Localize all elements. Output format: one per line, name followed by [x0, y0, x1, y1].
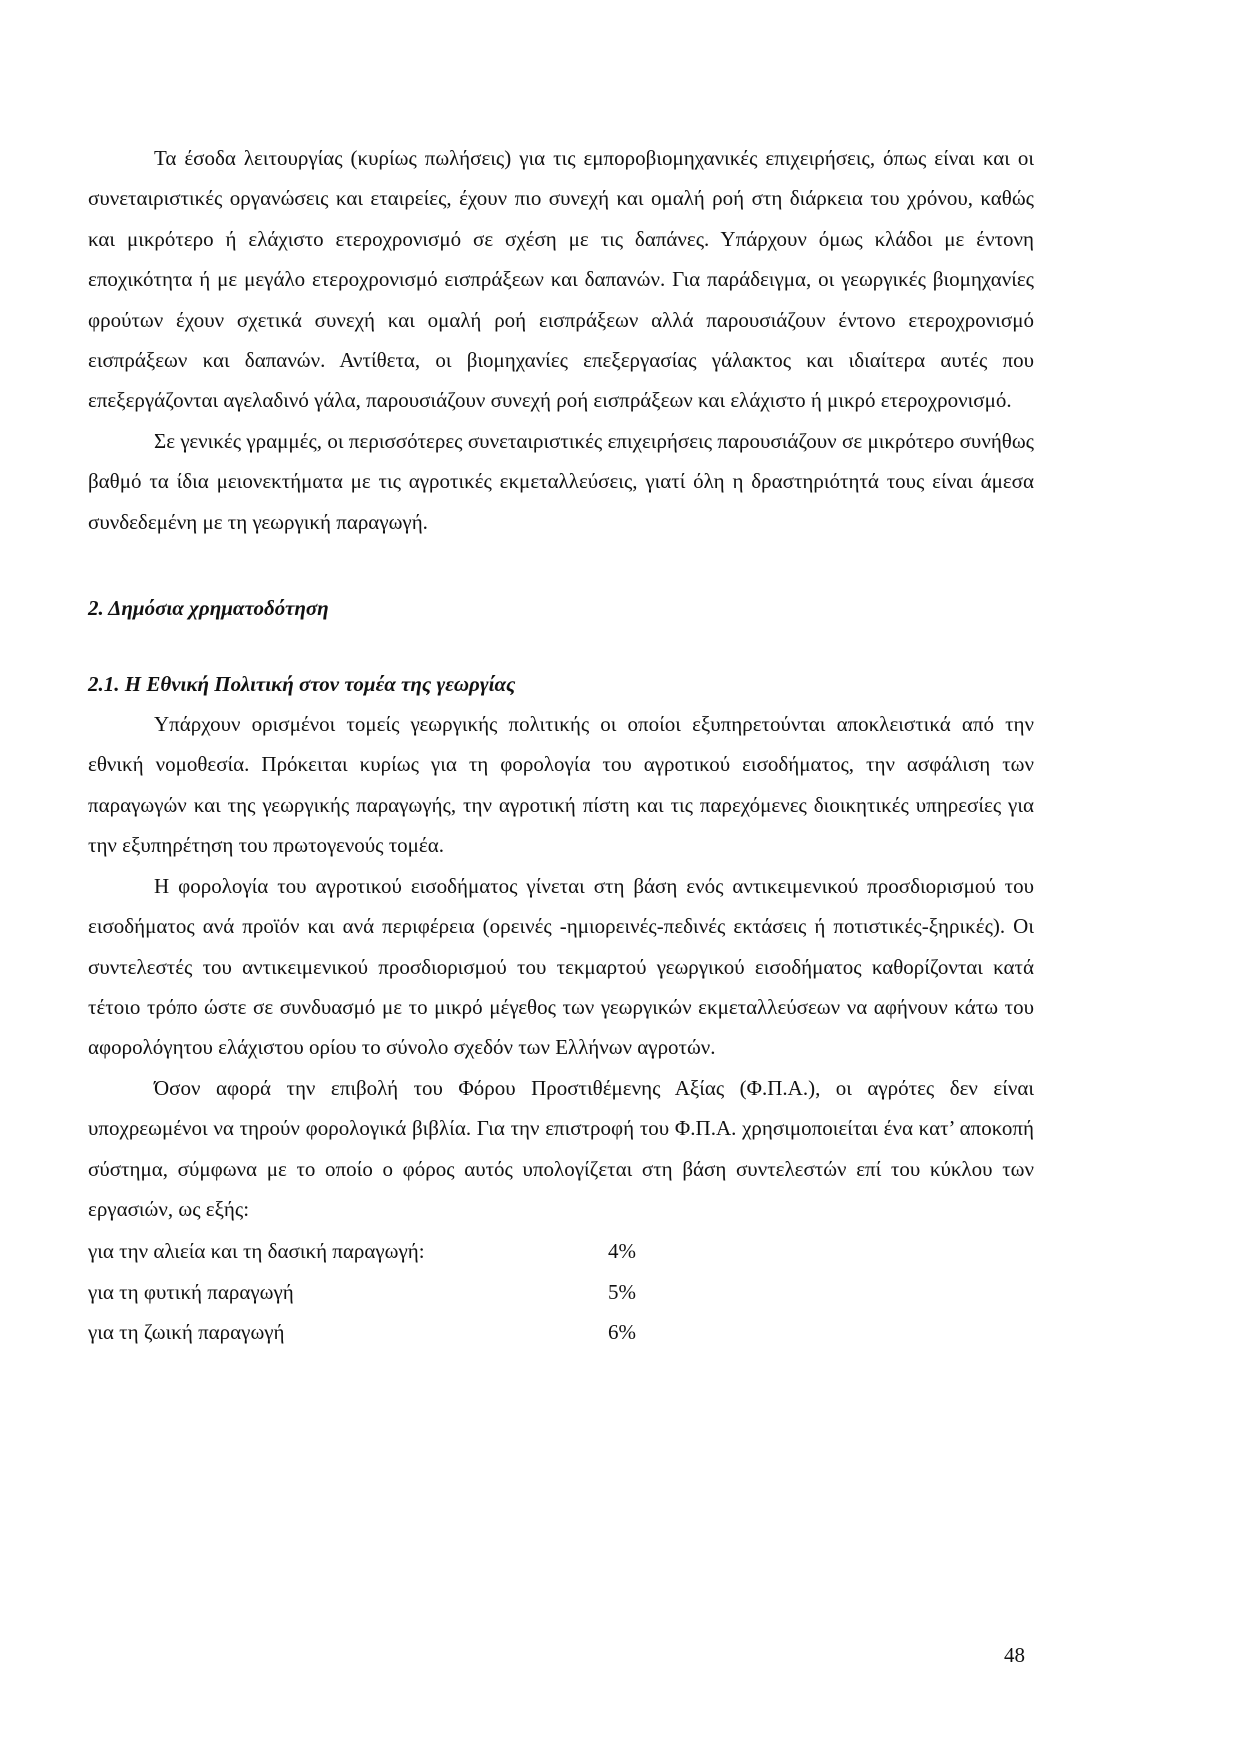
rate-row: [88, 1272, 1034, 1312]
rate-value: 4%: [608, 1239, 636, 1264]
rate-label: για τη φυτική παραγωγή: [88, 1279, 294, 1304]
paragraph-vat: Όσον αφορά την επιβολή του Φόρου Προστιθέμενης Αξίας (Φ.Π.Α.), οι αγρότες δεν είναι υποχρεωμένοι να τηρούν φορολογικά βιβλία. Για την επιστροφή του Φ.Π.Α. χρησιμοποιείται ένα κατ’ αποκοπή σύστημα, σύμφωνα με το οποίο ο φόρος αυτός υπολογίζεται στη βάση συντελεστών επί του κύκλου των εργασιών, ως εξής:: [88, 1075, 1034, 1221]
rate-label: για την αλιεία και τη δασική παραγωγή:: [88, 1239, 425, 1264]
rate-value: 6%: [608, 1320, 636, 1345]
document-page: [88, 138, 1034, 1353]
paragraph-operating-revenue: Τα έσοδα λειτουργίας (κυρίως πωλήσεις) για τις εμποροβιομηχανικές επιχειρήσεις, όπως είναι και οι συνεταιριστικές οργανώσεις και εταιρείες, έχουν πιο συνεχή και ομαλή ροή στη διάρκεια του χρόνου, καθώς και μικρότερο ή ελάχιστο ετεροχρονισμό σε σχέση με τις δαπάνες. Υπάρχουν όμως κλάδοι με έντονη εποχικότητα ή με μεγάλο ετεροχρονισμό εισπράξεων και δαπανών. Για παράδειγμα, οι γεωργικές βιομηχανίες φρούτων έχουν σχετικά συνεχή και ομαλή ροή εισπράξεων αλλά παρουσιάζουν έντονο ετεροχρονισμό εισπράξεων και δαπανών. Αντίθετα, οι βιομηχανίες επεξεργασίας γάλακτος και ιδιαίτερα αυτές που επεξεργάζονται αγελαδινό γάλα, παρουσιάζουν συνεχή ροή εισπράξεων και ελάχιστο ή μικρό ετεροχρονισμό.: [88, 146, 1034, 413]
paragraph-income-taxation: Η φορολογία του αγροτικού εισοδήματος γίνεται στη βάση ενός αντικειμενικού προσδιορισμού του εισοδήματος ανά προϊόν και ανά περιφέρεια (ορεινές -ημιορεινές-πεδινές εκτάσεις ή ποτιστικές-ξηρικές). Οι συντελεστές του αντικειμενικού προσδιορισμού του τεκμαρτού γεωργικού εισοδήματος καθορίζονται κατά τέτοιο τρόπο ώστε σε συνδυασμό με το μικρό μέγεθος των γεωργικών εκμεταλλεύσεων να αφήνουν κάτω του αφορολόγητου ελάχιστου ορίου το σύνολο σχεδόν των Ελλήνων αγροτών.: [88, 873, 1034, 1060]
rate-row: [88, 1312, 1034, 1352]
rate-row: [88, 1231, 1034, 1271]
section-heading-national-policy: 2.1. Η Εθνική Πολιτική στον τομέα της γεωργίας: [88, 672, 516, 697]
paragraph-national-legislation: Υπάρχουν ορισμένοι τομείς γεωργικής πολιτικής οι οποίοι εξυπηρετούνται αποκλειστικά από την εθνική νομοθεσία. Πρόκειται κυρίως για τη φορολογία του αγροτικού εισοδήματος, την ασφάλιση των παραγωγών και της γεωργικής παραγωγής, την αγροτική πίστη και τις παρεχόμενες διοικητικές υπηρεσίες για την εξυπηρέτηση του πρωτογενούς τομέα.: [88, 712, 1034, 858]
paragraph-cooperatives-summary: Σε γενικές γραμμές, οι περισσότερες συνεταιριστικές επιχειρήσεις παρουσιάζουν σε μικρότερο συνήθως βαθμό τα ίδια μειονεκτήματα με τις αγροτικές εκμεταλλεύσεις, γιατί όλη η δραστηριότητά τους είναι άμεσα συνδεδεμένη με τη γεωργική παραγωγή.: [88, 428, 1034, 534]
section-heading-public-financing: 2. Δημόσια χρηματοδότηση: [88, 596, 329, 621]
vat-rates-list: [88, 1231, 1034, 1352]
page-number: 48: [1004, 1643, 1025, 1667]
rate-value: 5%: [608, 1279, 636, 1304]
rate-label: για τη ζωική παραγωγή: [88, 1320, 285, 1345]
